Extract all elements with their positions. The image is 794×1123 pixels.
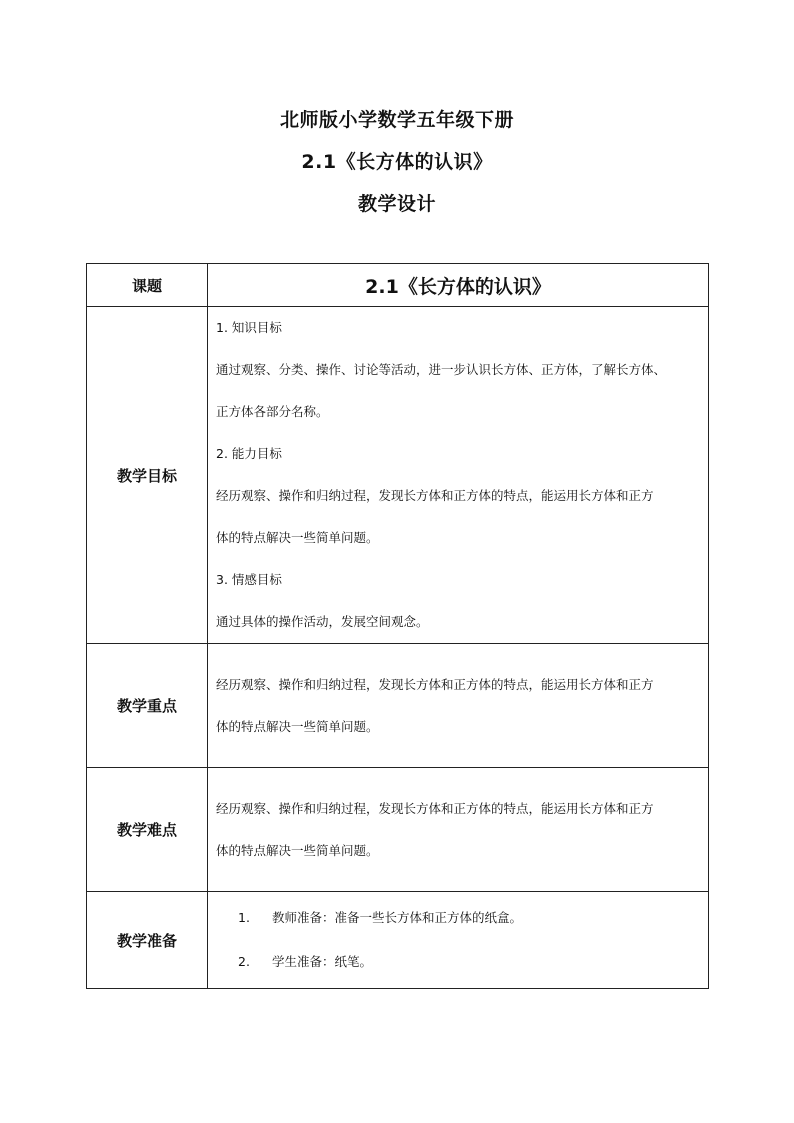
key-points-row	[87, 644, 709, 768]
objectives-label: 教学目标	[87, 307, 208, 644]
preparation-cell	[208, 892, 709, 989]
document-subtitle: 教学设计	[357, 193, 436, 215]
objectives-content	[208, 307, 708, 643]
preparation-item-number: 1.	[238, 910, 250, 925]
preparation-item-text: 学生准备：纸笔。	[272, 954, 373, 969]
preparation-item-text: 教师准备：准备一些长方体和正方体的纸盒。	[272, 910, 523, 925]
emotion-goal-title: 3. 情感目标	[216, 572, 282, 587]
difficulty-line: 体的特点解决一些简单问题。	[216, 842, 379, 858]
difficulty-cell	[208, 768, 709, 892]
topic-value: 2.1《长方体的认识》	[208, 264, 709, 307]
key-points-line: 体的特点解决一些简单问题。	[216, 718, 379, 734]
objectives-row	[87, 307, 709, 644]
difficulty-content	[208, 788, 708, 872]
ability-goal-line: 经历观察、操作和归纳过程，发现长方体和正方体的特点，能运用长方体和正方	[216, 488, 654, 503]
preparation-item-number: 2.	[238, 954, 250, 969]
key-points-cell	[208, 644, 709, 768]
knowledge-goal-line: 通过观察、分类、操作、讨论等活动，进一步认识长方体、正方体，了解长方体、	[216, 362, 667, 377]
knowledge-goal-line: 正方体各部分名称。	[216, 404, 329, 419]
difficulty-label: 教学难点	[87, 768, 208, 892]
key-points-line: 经历观察、操作和归纳过程，发现长方体和正方体的特点，能运用长方体和正方	[216, 676, 654, 692]
knowledge-goal-title: 1. 知识目标	[216, 320, 282, 335]
difficulty-line: 经历观察、操作和归纳过程，发现长方体和正方体的特点，能运用长方体和正方	[216, 800, 654, 816]
document-title: 北师版小学数学五年级下册	[279, 109, 514, 131]
topic-row	[87, 264, 709, 307]
objectives-cell	[208, 307, 709, 644]
preparation-item	[238, 940, 708, 984]
preparation-list	[208, 892, 708, 988]
key-points-label: 教学重点	[87, 644, 208, 768]
ability-goal-line: 体的特点解决一些简单问题。	[216, 530, 379, 545]
difficulty-row	[87, 768, 709, 892]
preparation-label: 教学准备	[87, 892, 208, 989]
topic-label: 课题	[87, 264, 208, 307]
lesson-title: 2.1《长方体的认识》	[301, 151, 493, 173]
emotion-goal-line: 通过具体的操作活动，发展空间观念。	[216, 614, 429, 629]
preparation-row	[87, 892, 709, 989]
ability-goal-title: 2. 能力目标	[216, 446, 282, 461]
key-points-content	[208, 664, 708, 748]
preparation-item	[238, 896, 708, 940]
lesson-plan-table	[86, 263, 709, 989]
